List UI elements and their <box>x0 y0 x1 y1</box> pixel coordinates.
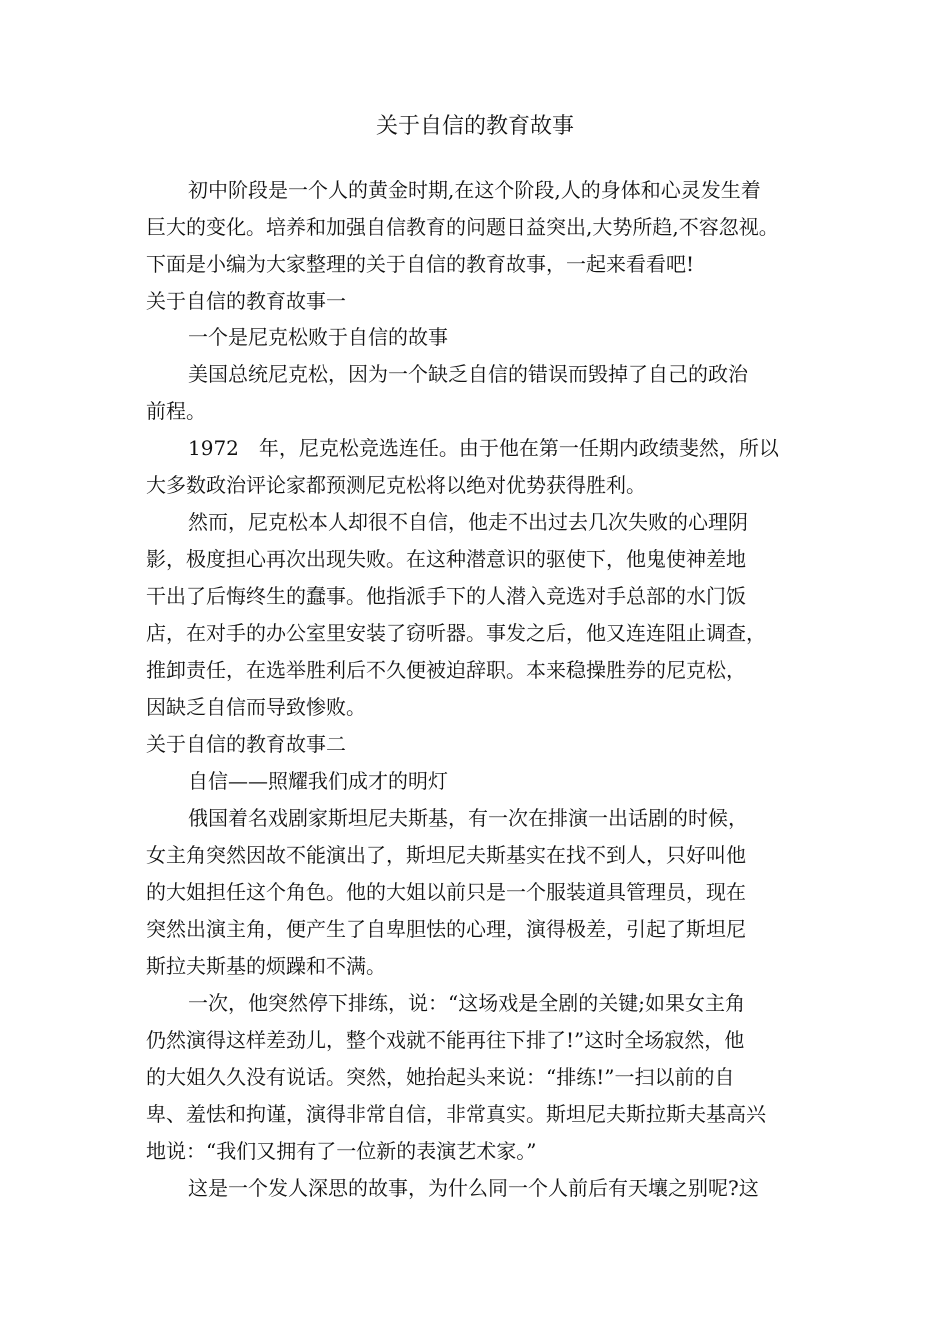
paragraph-line: 推卸责任，在选举胜利后不久便被迫辞职。本来稳操胜券的尼克松， <box>146 658 746 682</box>
paragraph-line: 女主角突然因故不能演出了，斯坦尼夫斯基实在找不到人，只好叫他 <box>146 843 746 867</box>
paragraph-line: 美国总统尼克松，因为一个缺乏自信的错误而毁掉了自己的政治 <box>188 362 748 386</box>
paragraph-line: 因缺乏自信而导致惨败。 <box>146 695 366 719</box>
story-subtitle: 一个是尼克松败于自信的故事 <box>188 325 448 349</box>
paragraph-line: 地说：“我们又拥有了一位新的表演艺术家。” <box>146 1139 537 1163</box>
document-title: 关于自信的教育故事 <box>375 114 574 139</box>
paragraph-line: 1972 年，尼克松竞选连任。由于他在第一任期内政绩斐然，所以 <box>188 436 779 460</box>
paragraph-line: 卑、羞怯和拘谨，演得非常自信，非常真实。斯坦尼夫斯拉斯夫基高兴 <box>146 1102 766 1126</box>
paragraph-line: 店，在对手的办公室里安装了窃听器。事发之后，他又连连阻止调查， <box>146 621 766 645</box>
paragraph-line: 然而，尼克松本人却很不自信，他走不出过去几次失败的心理阴 <box>188 510 748 534</box>
paragraph-line: 巨大的变化。培养和加强自信教育的问题日益突出,大势所趋,不容忽视。 <box>146 215 779 239</box>
paragraph-line: 下面是小编为大家整理的关于自信的教育故事，一起来看看吧! <box>146 252 695 276</box>
paragraph-line: 影，极度担心再次出现失败。在这种潜意识的驱使下，他鬼使神差地 <box>146 547 746 571</box>
paragraph-line: 斯拉夫斯基的烦躁和不满。 <box>146 954 386 978</box>
paragraph-line: 俄国着名戏剧家斯坦尼夫斯基，有一次在排演一出话剧的时候， <box>188 806 748 830</box>
paragraph-line: 前程。 <box>146 399 206 423</box>
paragraph-line: 干出了后悔终生的蠢事。他指派手下的人潜入竞选对手总部的水门饭 <box>146 584 746 608</box>
paragraph-line: 突然出演主角，便产生了自卑胆怯的心理，演得极差，引起了斯坦尼 <box>146 917 746 941</box>
paragraph-line: 这是一个发人深思的故事，为什么同一个人前后有天壤之别呢?这 <box>188 1176 759 1200</box>
section-heading: 关于自信的教育故事二 <box>146 732 346 756</box>
paragraph-line: 初中阶段是一个人的黄金时期,在这个阶段,人的身体和心灵发生着 <box>188 178 761 202</box>
story-subtitle: 自信——照耀我们成才的明灯 <box>188 769 448 793</box>
paragraph-line: 的大姐担任这个角色。他的大姐以前只是一个服装道具管理员，现在 <box>146 880 746 904</box>
paragraph-line: 的大姐久久没有说话。突然，她抬起头来说：“排练!”一扫以前的自 <box>146 1065 735 1089</box>
paragraph-line: 仍然演得这样差劲儿，整个戏就不能再往下排了!”这时全场寂然，他 <box>146 1028 745 1052</box>
section-heading: 关于自信的教育故事一 <box>146 289 346 313</box>
paragraph-line: 一次，他突然停下排练，说：“这场戏是全剧的关键;如果女主角 <box>188 991 745 1015</box>
paragraph-line: 大多数政治评论家都预测尼克松将以绝对优势获得胜利。 <box>146 473 646 497</box>
